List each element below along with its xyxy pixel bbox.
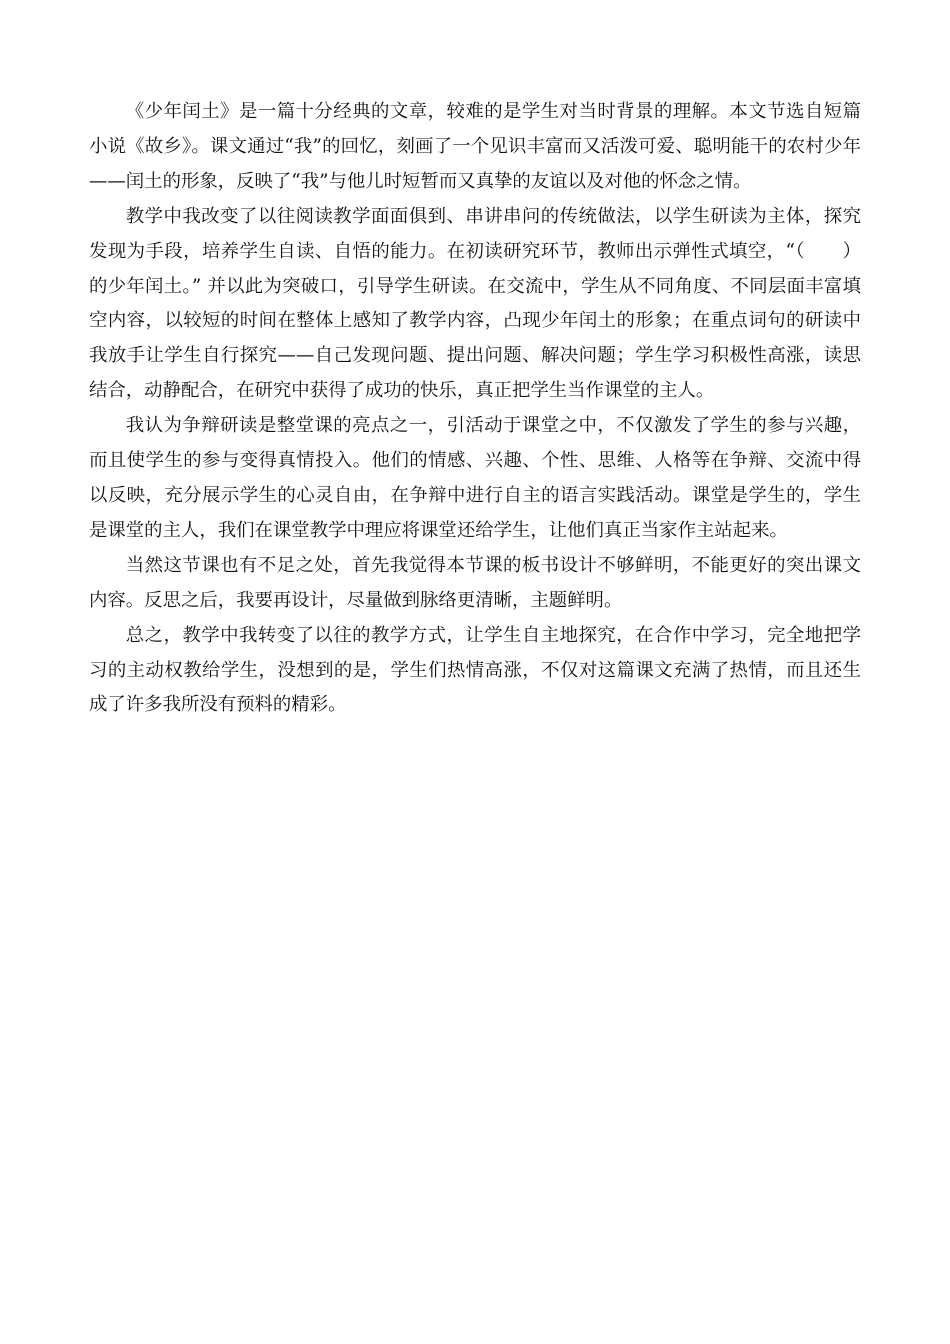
paragraph-debate-reading: 我认为争辩研读是整堂课的亮点之一，引活动于课堂之中，不仅激发了学生的参与兴趣，而且使学生的参与变得真情投入。他们的情感、兴趣、个性、思维、人格等在争辩、交流中得以反映，充分展示学生的心灵自由，在争辩中进行自主的语言实践活动。课堂是学生的，学生是课堂的主人，我们在课堂教学中理应将课堂还给学生，让他们真正当家作主站起来。: [89, 415, 861, 541]
document-body: [89, 95, 861, 723]
paragraph-teaching-method: 教学中我改变了以往阅读教学面面俱到、串讲串问的传统做法，以学生研读为主体，探究发现为手段，培养学生自读、自悟的能力。在初读研究环节，教师出示弹性式填空，“（ ）的少年闰土。” 并以此为突破口，引导学生研读。在交流中，学生从不同角度、不同层面丰富填空内容，以较短的时间在整体上感知了教学内容，凸现少年闰土的形象；在重点词句的研读中我放手让学生自行探究——自己发现问题、提出问题、解决问题；学生学习积极性高涨，读思结合，动静配合，在研究中获得了成功的快乐，真正把学生当作课堂的主人。: [89, 205, 861, 402]
paragraph-intro: 《少年闰土》是一篇十分经典的文章，较难的是学生对当时背景的理解。本文节选自短篇小说《故乡》。课文通过“我”的回忆，刻画了一个见识丰富而又活泼可爱、聪明能干的农村少年——闰土的形象，反映了“我”与他儿时短暂而又真挚的友谊以及对他的怀念之情。: [89, 101, 861, 192]
paragraph-conclusion: 总之，教学中我转变了以往的教学方式，让学生自主地探究，在合作中学习，完全地把学习的主动权教给学生，没想到的是，学生们热情高涨，不仅对这篇课文充满了热情，而且还生成了许多我所没有预料的精彩。: [89, 624, 861, 716]
paragraph-shortcomings: 当然这节课也有不足之处，首先我觉得本节课的板书设计不够鲜明，不能更好的突出课文内容。反思之后，我要再设计，尽量做到脉络更清晰，主题鲜明。: [89, 554, 861, 611]
